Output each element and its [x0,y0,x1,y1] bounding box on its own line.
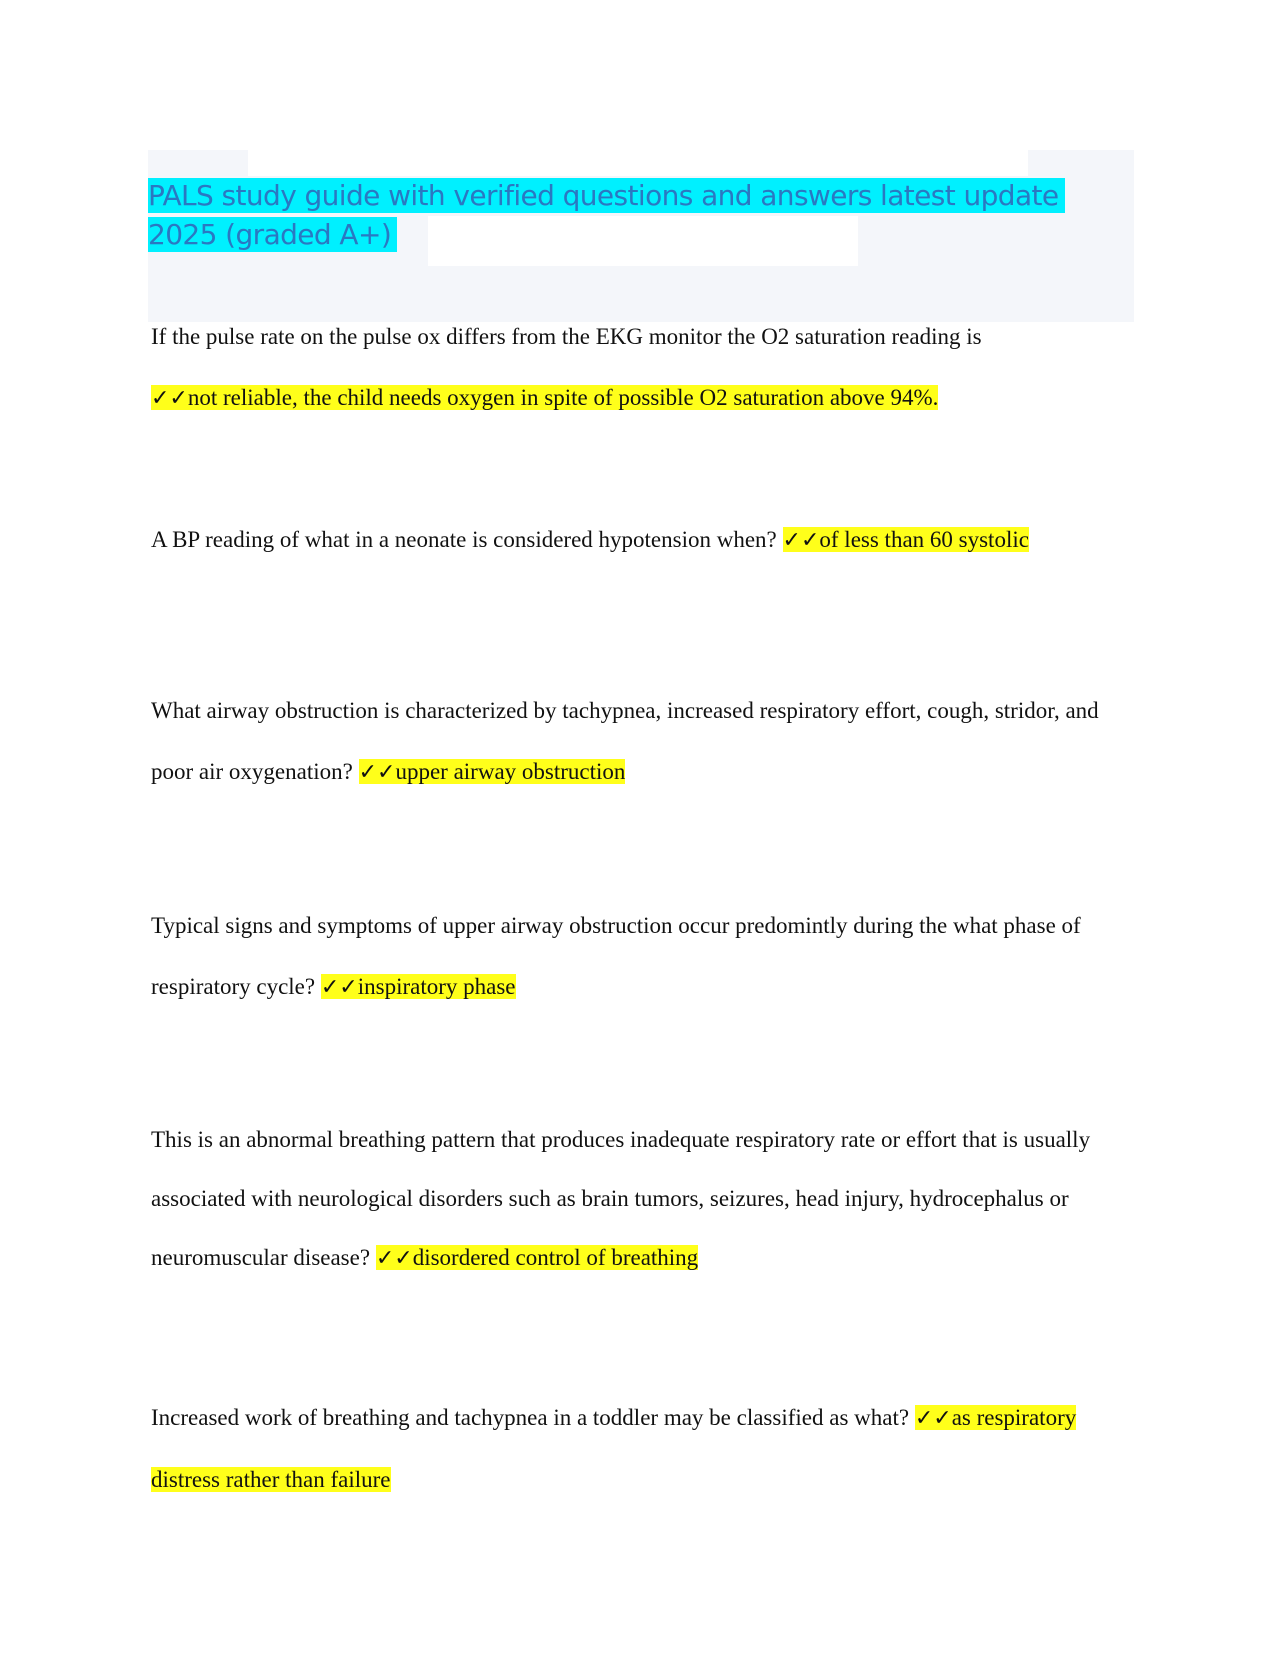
qa-item [151,1110,1121,1288]
answer-text: as respiratory distress rather than failure [151,1405,1077,1492]
qa-item [151,525,1121,556]
qa-item [151,680,1121,803]
qa-item [151,895,1121,1018]
double-check-icon: ✓✓ [782,528,820,553]
answer-highlight [321,974,516,999]
question-text: A BP reading of what in a neonate is considered hypotension when? [151,527,777,552]
answer-highlight [359,759,626,784]
answer-highlight [151,385,938,410]
qa-item [151,306,1121,429]
answer-text: disordered control of breathing [412,1245,699,1270]
answer-text: inspiratory phase [357,974,516,999]
double-check-icon: ✓✓ [914,1406,952,1431]
question-text: This is an abnormal breathing pattern that produces inadequate respiratory rate or effort that is usually associated with neurological disorders such as brain tumors, seizures, head injury, hydrocephalus or neuromuscular disease? [151,1127,1091,1270]
question-text: Increased work of breathing and tachypnea in a toddler may be classified as what? [151,1405,910,1430]
answer-text: of less than 60 systolic [819,527,1029,552]
question-text: If the pulse rate on the pulse ox differs from the EKG monitor the O2 saturation reading is [151,324,982,349]
page-title-text: PALS study guide with verified questions and answers latest update 2025 (graded A+) [148,178,1065,252]
page-title [148,176,1108,254]
double-check-icon: ✓✓ [375,1246,413,1271]
question-text: Typical signs and symptoms of upper airway obstruction occur predomintly during the what phase of respiratory cycle? [151,913,1081,999]
answer-text: upper airway obstruction [395,759,626,784]
double-check-icon: ✓✓ [151,386,188,411]
title-block-notch [248,150,1028,176]
answer-highlight [376,1245,698,1270]
answer-text: not reliable, the child needs oxygen in spite of possible O2 saturation above 94%. [187,385,939,410]
question-text: What airway obstruction is characterized by tachypnea, increased respiratory effort, cough, stridor, and poor air oxygenation? [151,698,1099,784]
answer-highlight [783,527,1029,552]
double-check-icon: ✓✓ [358,760,396,785]
double-check-icon: ✓✓ [320,975,358,1000]
qa-item [151,1387,1121,1510]
